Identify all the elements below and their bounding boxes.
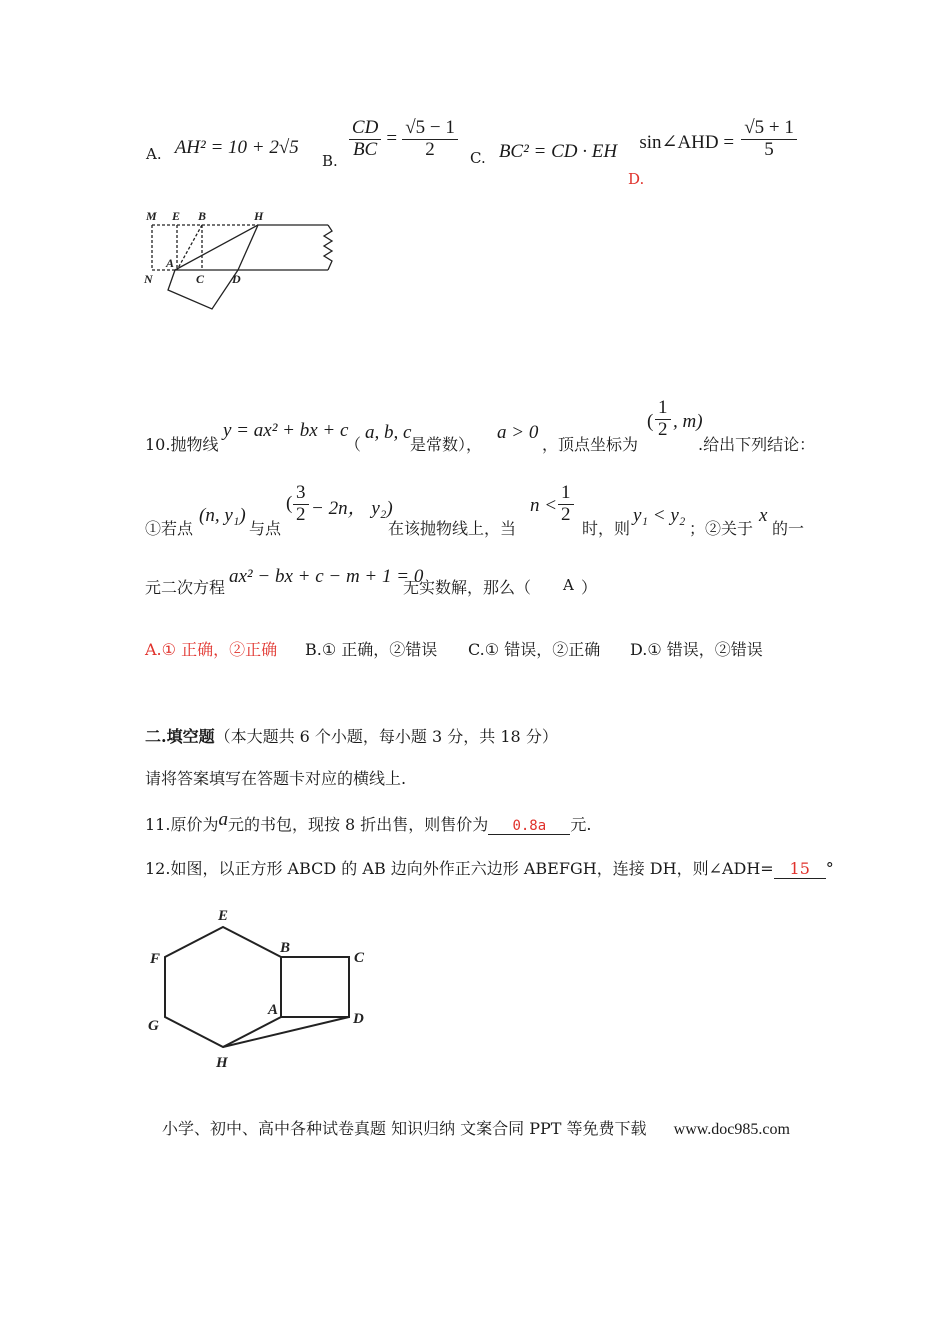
section-note: （本大题共 6 个小题，每小题 3 分，共 18 分） (214, 727, 558, 746)
label-C: C (196, 272, 205, 286)
label-M: M (146, 209, 157, 223)
fraction-numerator: 3 (293, 483, 309, 505)
q10-n-fraction (558, 483, 574, 526)
q10-x-var: x (759, 505, 768, 526)
q9-option-d (628, 117, 805, 188)
label-F: F (150, 951, 161, 967)
q12-answer-blank: 15 (774, 859, 826, 879)
footer-url[interactable]: www.doc985.com (673, 1121, 790, 1138)
q10-equation-2: ax² − bx + c − m + 1 = 0 (229, 566, 424, 587)
q10-a-positive: a > 0 (497, 422, 539, 443)
q11-answer-blank: 0.8a (488, 818, 570, 835)
option-label: C. (470, 149, 486, 167)
label-E: E (218, 908, 229, 924)
label-H: H (254, 209, 264, 223)
fraction-numerator: 1 (655, 398, 671, 420)
fraction-numerator: √5 + 1 (741, 118, 797, 140)
q10-equation: y = ax² + bx + c (223, 420, 349, 441)
q10-point2-fraction (293, 483, 309, 526)
q10-const-text: 是常数）， (410, 435, 483, 454)
q10-option-d: D.① 错误，②错误 (630, 640, 763, 659)
q10-abc: a, b, c (365, 422, 412, 443)
q12-suffix: ° (825, 859, 834, 878)
figure-folded-rectangle (140, 205, 350, 320)
option-label: D. (628, 169, 645, 188)
q10-line2-a: ①若点 (145, 519, 194, 538)
label-B: B (198, 209, 207, 223)
q9-option-c (470, 141, 618, 169)
q10-point1: (n, y₁) (199, 505, 246, 526)
option-label: B. (322, 151, 338, 170)
q10-line2-b: 与点 (249, 519, 282, 538)
label-N: N (144, 272, 153, 286)
q11-prefix: 11.原价为 (145, 815, 219, 834)
q10-option-c: C.① 错误，②正确 (468, 640, 601, 659)
label-B: B (280, 940, 291, 956)
fraction-denominator: BC (352, 138, 378, 160)
q10-paren: （ (345, 435, 362, 454)
figure-hexagon-square (140, 900, 380, 1075)
q11-suffix: 元. (570, 815, 592, 834)
q9-option-a (146, 137, 299, 165)
q10-vertex-m: , m) (673, 411, 703, 432)
section-2-instruction: 请将答案填写在答题卡对应的横线上. (145, 769, 407, 788)
fraction-numerator: √5 − 1 (402, 118, 458, 140)
q10-conclusion-text: .给出下列结论： (698, 435, 816, 454)
q10-prefix: 10.抛物线 (145, 435, 219, 454)
q10-line2-e: ；②关于 (689, 519, 754, 538)
label-H: H (216, 1055, 228, 1071)
question-12 (145, 856, 834, 879)
label-A: A (268, 1002, 279, 1018)
q10-line-3 (145, 566, 785, 600)
option-b-lhs-fraction (349, 118, 381, 161)
fraction-denominator: 2 (296, 503, 306, 525)
option-d-lhs: sin∠AHD = (639, 131, 735, 153)
fraction-denominator: 2 (561, 503, 571, 525)
fraction-numerator: CD (349, 118, 381, 140)
q12-text: 12.如图，以正方形 ABCD 的 AB 边向外作正六边形 ABEFGH，连接 DH，则∠ADH= (145, 859, 774, 878)
q10-vertex-text: ，顶点坐标为 (542, 435, 639, 454)
q10-n-less: n < (530, 495, 558, 516)
q11-mid: 元的书包，现按 8 折出售，则售价为 (227, 815, 489, 834)
label-G: G (148, 1018, 159, 1034)
option-b-rhs-fraction (402, 118, 458, 161)
option-a-expression: AH² = 10 + 2√5 (174, 137, 299, 158)
label-D: D (232, 272, 241, 286)
q10-y-compare: y₁ < y₂ (633, 505, 686, 526)
question-11 (145, 809, 592, 836)
q9-option-b: B. $\frac{CD}{BC}$ = $\frac{√5 - 1}{2}$ (322, 118, 458, 161)
label-A: A (166, 256, 175, 270)
label-E: E (172, 209, 181, 223)
footer-left: 小学、初中、高中各种试卷真题 知识归纳 文案合同 PPT 等免费下载 (162, 1119, 647, 1138)
fraction-numerator: 1 (558, 483, 574, 505)
section-title: 二.填空题 (145, 727, 215, 746)
q10-option-b: B.① 正确，②错误 (305, 640, 438, 659)
q10-point2-rest: − 2n， y₂) (311, 498, 393, 519)
option-d-rhs-fraction (741, 118, 797, 161)
q10-line-2: ①若点 (n, y₁) 与点 ( $\frac{3}{2}$ − 2n， y₂) 在该抛物线上，当 n < $\frac{1}{2}$ 时，则 y₁ < y₂ ；②关于 x 的一 (145, 482, 805, 538)
section-2-heading (145, 724, 558, 747)
label-D: D (353, 1011, 364, 1027)
q10-line3-c: ） (581, 578, 598, 597)
fraction-denominator: 2 (658, 418, 668, 440)
option-label: A. (146, 145, 162, 163)
q10-line2-f: 的一 (772, 519, 805, 538)
option-c-expression: BC² = CD · EH (498, 141, 618, 162)
q10-line3-a: 元二次方程 (145, 578, 226, 597)
label-C: C (354, 950, 365, 966)
q10-answer: A (563, 576, 574, 594)
q10-line3-b: 无实数解，那么（ (403, 578, 532, 597)
q10-line2-d: 时，则 (582, 519, 631, 538)
fraction-denominator: 2 (425, 138, 435, 160)
q10-option-a: A.① 正确，②正确 (145, 640, 278, 659)
q10-vertex-fraction (655, 398, 671, 441)
footer (162, 1116, 790, 1139)
q10-line2-c: 在该抛物线上，当 (388, 519, 517, 538)
q11-var: a (218, 809, 228, 830)
fraction-denominator: 5 (764, 138, 774, 160)
